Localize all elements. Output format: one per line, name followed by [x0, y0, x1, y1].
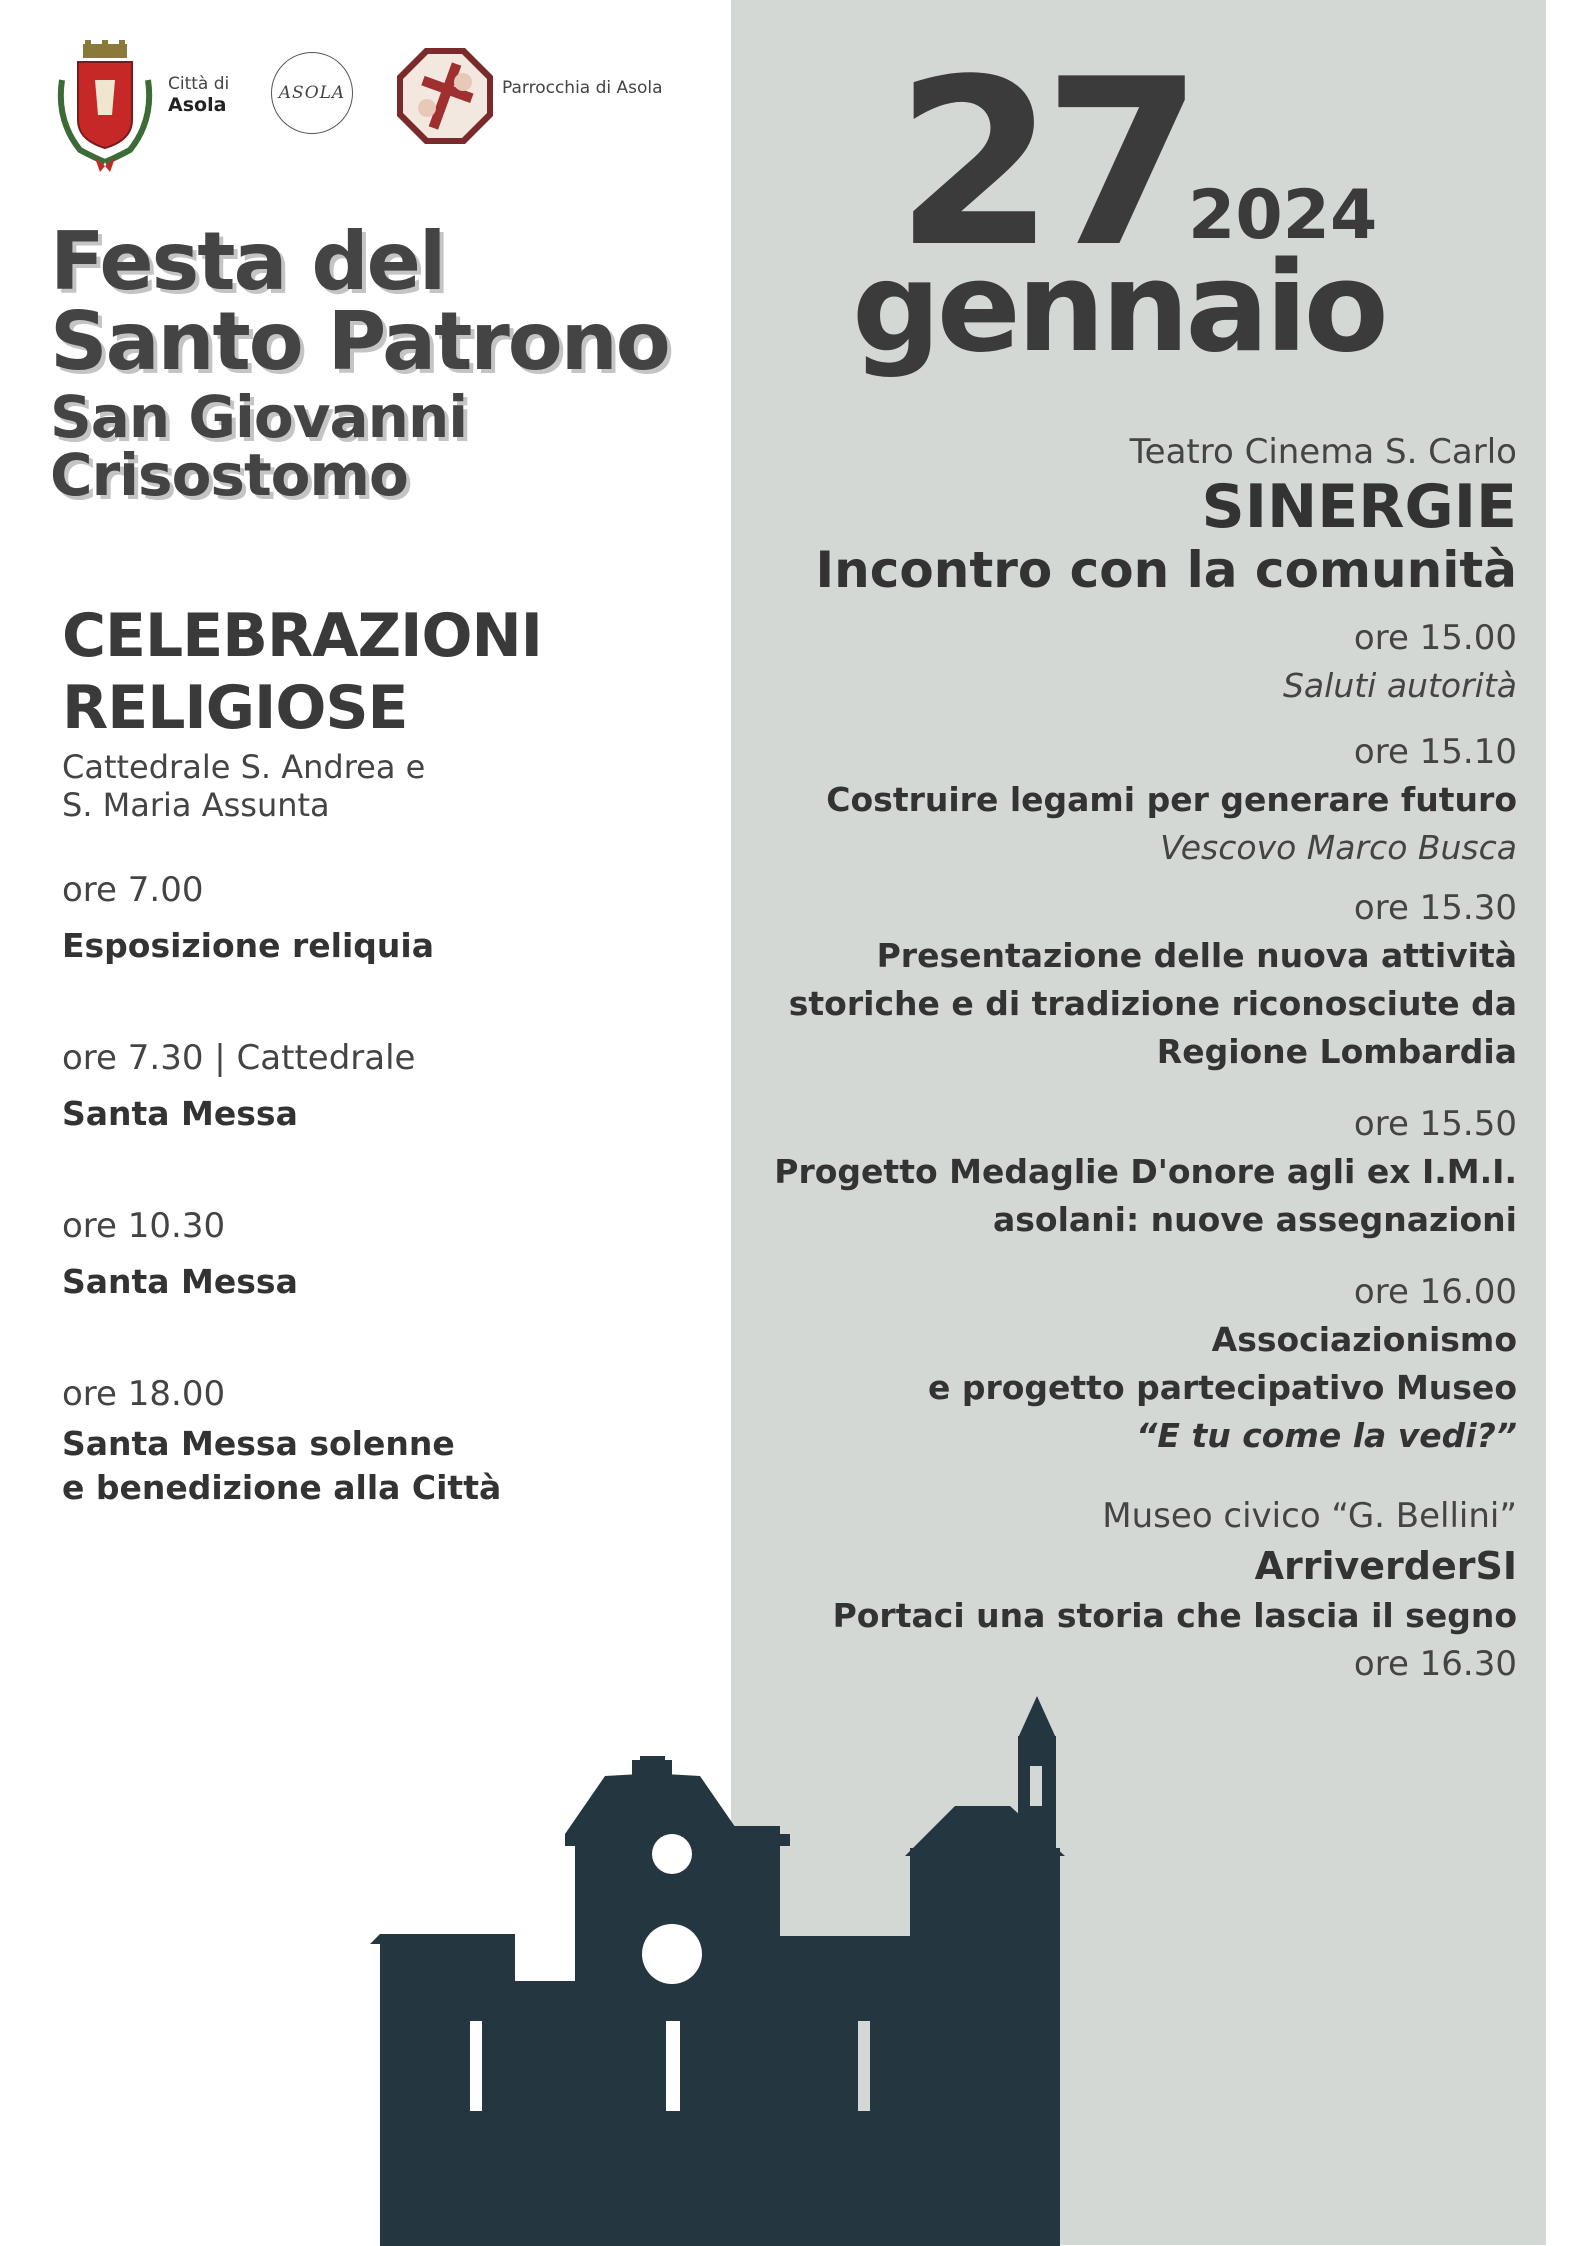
celebrazioni-location	[62, 748, 425, 824]
celebration-item	[62, 1206, 298, 1304]
museo-title: ArriverderSI	[1254, 1544, 1517, 1588]
church-silhouette-icon	[370, 1696, 1120, 2246]
program-line: e progetto partecipativo Museo	[927, 1368, 1517, 1407]
museo-block	[833, 1492, 1517, 1688]
museo-subtitle: Portaci una storia che lascia il segno	[832, 1596, 1517, 1635]
celebration-title-line-2: e benedizione alla Città	[62, 1468, 502, 1507]
celebration-time: ore 10.30	[62, 1206, 226, 1246]
program-line: asolani: nuove assegnazioni	[992, 1200, 1517, 1239]
citta-di-text: Città di	[168, 74, 230, 94]
venue-label: Teatro Cinema S. Carlo	[1129, 432, 1517, 472]
celebration-title: Santa Messa	[62, 1094, 298, 1133]
location-line-1: Cattedrale S. Andrea e	[62, 748, 426, 786]
main-title	[50, 215, 669, 388]
celebration-item	[62, 870, 434, 968]
celebration-title-line-1: Santa Messa solenne	[62, 1424, 455, 1463]
program-item	[774, 1100, 1517, 1244]
asola-badge-logo: ASOLA	[271, 52, 353, 134]
program-item	[1283, 614, 1517, 710]
date-year: 2024	[1188, 176, 1378, 255]
museo-time: ore 16.30	[1353, 1644, 1517, 1684]
logo-bar	[50, 40, 690, 180]
program-time: ore 15.00	[1353, 618, 1517, 658]
citta-di-asola-label	[168, 74, 229, 117]
program-time: ore 15.50	[1353, 1104, 1517, 1144]
program-quote: “E tu come la vedi?”	[1136, 1416, 1517, 1455]
date-month: gennaio	[852, 236, 1385, 380]
program-line: Progetto Medaglie D'onore agli ex I.M.I.	[774, 1152, 1517, 1191]
celebration-title	[62, 1422, 501, 1510]
celebration-time: ore 18.00	[62, 1374, 226, 1414]
program-item	[789, 884, 1517, 1076]
celebration-title: Esposizione reliquia	[62, 926, 434, 965]
program-line: Presentazione delle nuova attività	[876, 936, 1517, 975]
heading-line-1: CELEBRAZIONI	[62, 601, 542, 671]
title-line-4: Crisostomo	[50, 441, 408, 509]
heading-line-2: RELIGIOSE	[62, 673, 408, 743]
asola-crest-icon	[50, 40, 160, 175]
celebrazioni-heading	[62, 600, 542, 744]
program-speaker: Vescovo Marco Busca	[1160, 828, 1517, 867]
museo-venue: Museo civico “G. Bellini”	[1102, 1496, 1517, 1536]
location-line-2: S. Maria Assunta	[62, 786, 330, 824]
title-line-2: Santo Patrono	[50, 295, 669, 388]
celebration-time: ore 7.30 | Cattedrale	[62, 1038, 416, 1078]
event-title: SINERGIE	[1201, 472, 1517, 542]
title-line-3: San Giovanni	[50, 383, 468, 451]
program-item	[928, 1268, 1517, 1460]
program-item	[826, 728, 1517, 872]
program-line: Regione Lombardia	[1156, 1032, 1517, 1071]
program-line: storiche e di tradizione riconosciute da	[788, 984, 1517, 1023]
celebration-title: Santa Messa	[62, 1262, 298, 1301]
event-subtitle: Incontro con la comunità	[815, 541, 1517, 599]
parrocchia-label: Parrocchia di Asola	[502, 78, 663, 98]
parish-emblem-icon	[395, 46, 495, 146]
celebration-item	[62, 1038, 415, 1136]
title-line-1: Festa del	[50, 215, 445, 308]
program-line: Associazionismo	[1211, 1320, 1517, 1359]
celebration-time: ore 7.00	[62, 870, 204, 910]
asola-text: Asola	[168, 94, 227, 116]
program-time: ore 15.10	[1353, 732, 1517, 772]
saint-name	[50, 383, 468, 509]
sinergie-block	[816, 432, 1517, 598]
program-time: ore 16.00	[1353, 1272, 1517, 1312]
celebration-item	[62, 1374, 501, 1510]
program-line: Saluti autorità	[1282, 666, 1517, 705]
program-time: ore 15.30	[1353, 888, 1517, 928]
date-day: 27	[895, 31, 1192, 298]
program-title: Costruire legami per generare futuro	[826, 780, 1517, 819]
